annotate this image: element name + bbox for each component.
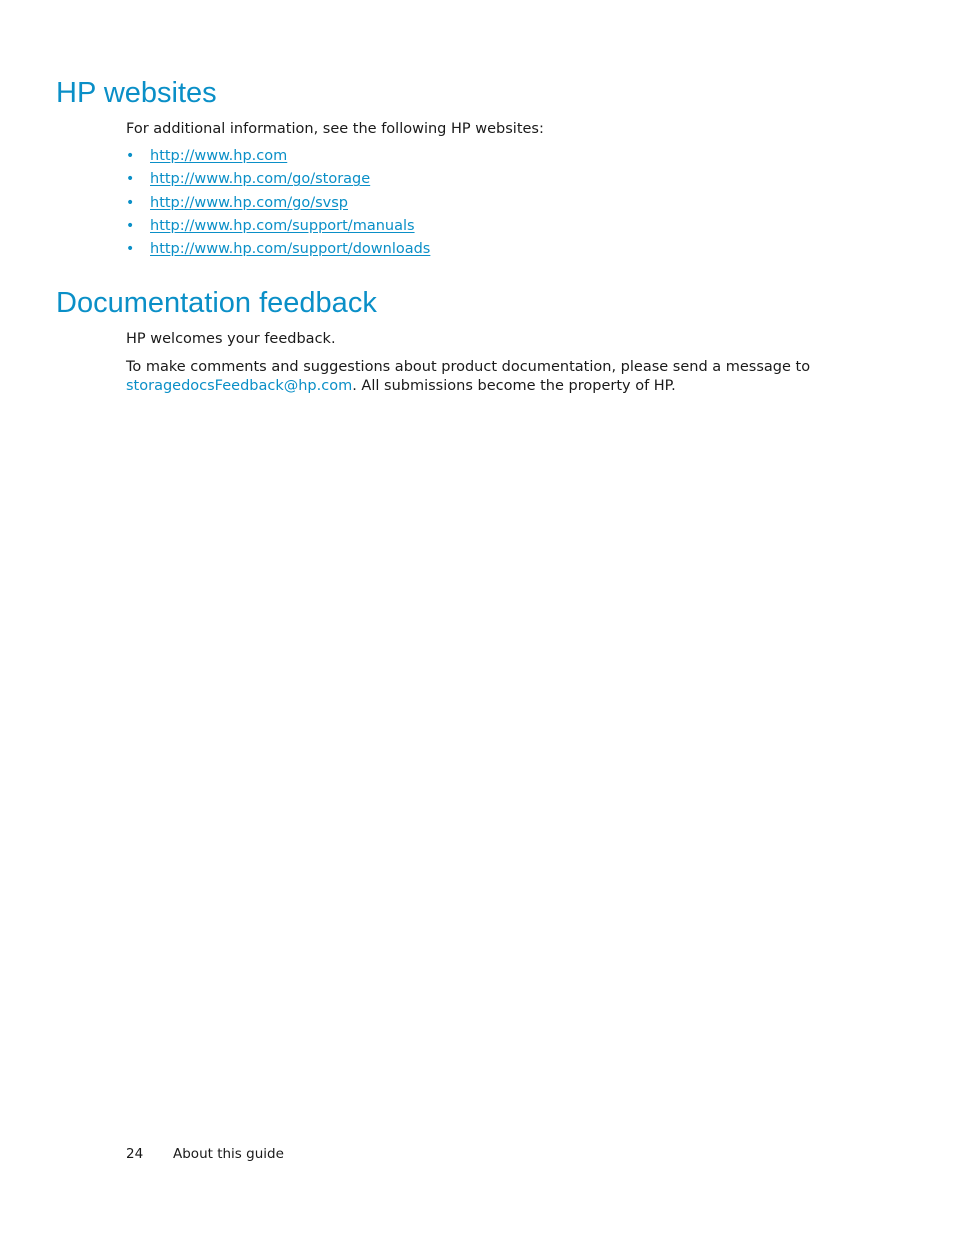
list-item <box>126 240 430 263</box>
list-item <box>126 194 430 217</box>
link-hp-storage[interactable]: http://www.hp.com/go/storage <box>150 171 371 188</box>
bullet-icon: • <box>126 171 135 188</box>
page-footer <box>126 1145 284 1163</box>
feedback-instructions-suffix: . All submissions become the property of HP. <box>352 378 676 394</box>
feedback-welcome-text: HP welcomes your feedback. <box>126 331 336 347</box>
link-hp-support-downloads[interactable]: http://www.hp.com/support/downloads <box>150 241 431 258</box>
section-heading-documentation-feedback: Documentation feedback <box>56 287 377 319</box>
websites-intro-text: For additional information, see the following HP websites: <box>126 121 544 137</box>
list-item <box>126 170 430 193</box>
feedback-instructions-line-1: To make comments and suggestions about product documentation, please send a message to <box>126 359 811 375</box>
websites-link-list <box>126 147 430 263</box>
feedback-email-link[interactable]: storagedocsFeedback@hp.com <box>126 378 353 394</box>
bullet-icon: • <box>126 241 135 258</box>
link-hp-svsp[interactable]: http://www.hp.com/go/svsp <box>150 194 348 211</box>
footer-section-title: About this guide <box>173 1146 284 1162</box>
section-heading-hp-websites: HP websites <box>56 77 217 109</box>
bullet-icon: • <box>126 148 135 164</box>
list-item <box>126 147 430 170</box>
bullet-icon: • <box>126 217 135 234</box>
bullet-icon: • <box>126 194 135 211</box>
link-hp-home[interactable]: http://www.hp.com <box>150 148 288 164</box>
list-item <box>126 217 430 240</box>
link-hp-support-manuals[interactable]: http://www.hp.com/support/manuals <box>150 217 415 234</box>
feedback-instructions-line-2 <box>126 377 676 396</box>
page-number: 24 <box>126 1146 144 1162</box>
